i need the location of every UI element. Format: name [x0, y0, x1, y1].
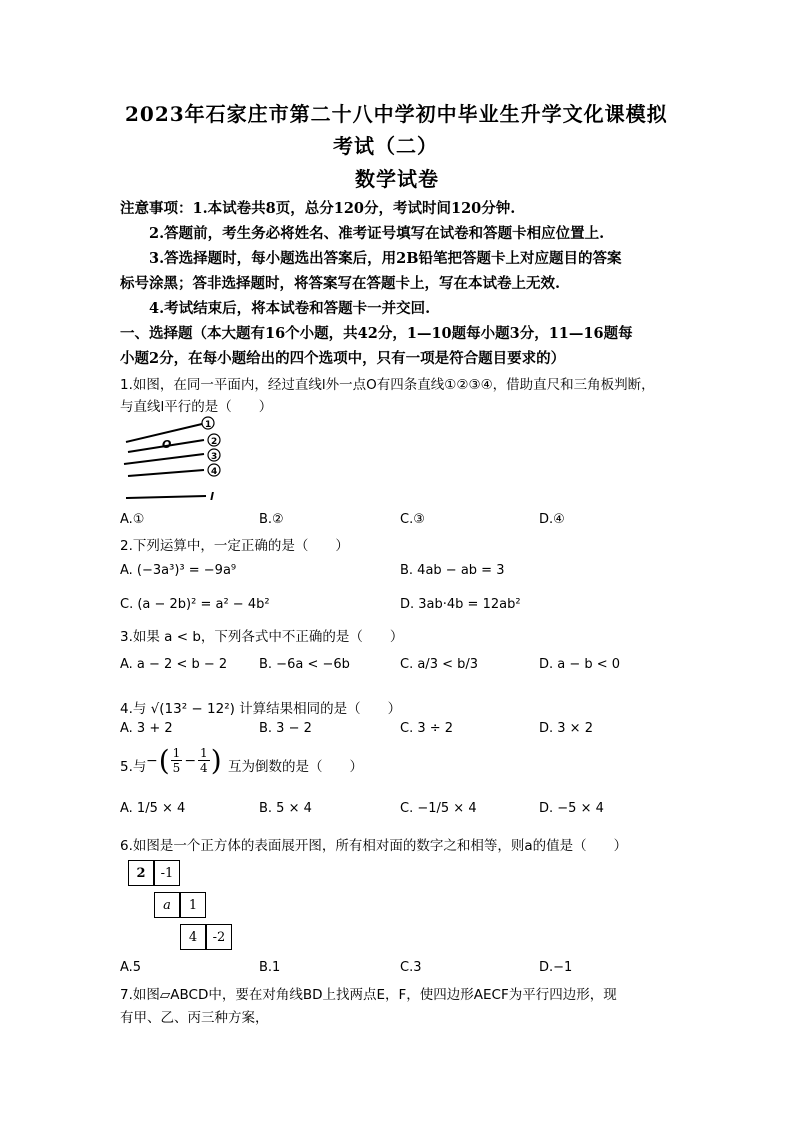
note-3b: 标号涂黑；答非选择题时，将答案写在答题卡上，写在本试卷上无效. — [120, 275, 561, 292]
cube-cell-2: 2 — [128, 860, 154, 886]
q2-option-a: A. (−3a³)³ = −9a⁹ — [120, 563, 237, 578]
line-4 — [128, 470, 204, 476]
q7-stem-line1: 7.如图▱ABCD中，要在对角线BD上找两点E，F，使四边形AECF为平行四边形，现 — [120, 987, 617, 1003]
q6-stem: 6.如图是一个正方体的表面展开图，所有相对面的数字之和相等，则a的值是（ ） — [120, 838, 628, 854]
q2-option-b: B. 4ab − ab = 3 — [400, 563, 505, 578]
q6-cube-net — [128, 860, 238, 952]
line-3 — [124, 454, 204, 464]
cube-cell-4: 4 — [180, 924, 206, 950]
cube-cell-neg2: -2 — [206, 924, 232, 950]
q5-right-paren: ) — [210, 744, 222, 777]
q1-option-c: C.③ — [400, 512, 425, 527]
cube-cell-1: 1 — [180, 892, 206, 918]
note-4: 4.考试结束后，将本试卷和答题卡一并交回. — [149, 300, 431, 317]
q3-option-b: B. −6a < −6b — [259, 657, 350, 672]
note-3a: 3.答选择题时，每小题选出答案后，用2B铅笔把答题卡上对应题目的答案 — [149, 250, 622, 267]
q1-lines-figure — [118, 412, 228, 507]
q5-minus-sign: − — [146, 752, 158, 769]
q6-option-a: A.5 — [120, 960, 142, 975]
q5-left-paren: ( — [158, 744, 170, 777]
line-2-label: 2 — [211, 437, 218, 447]
q5-option-d: D. −5 × 4 — [539, 801, 604, 816]
q1-stem-line2: 与直线l平行的是（ ） — [120, 399, 273, 415]
cube-cell-neg1: -1 — [154, 860, 180, 886]
q1-option-b: B.② — [259, 512, 284, 527]
q2-stem: 2.下列运算中，一定正确的是（ ） — [120, 538, 349, 554]
q2-option-c: C. (a − 2b)² = a² − 4b² — [120, 597, 270, 612]
q1-option-a: A.① — [120, 512, 145, 527]
section1-line1: 一、选择题（本大题有16个小题，共42分，1—10题每小题3分，11—16题每 — [120, 325, 633, 342]
q5-option-a: A. 1/5 × 4 — [120, 801, 186, 816]
q5-stem-prefix: 5.与 — [120, 759, 147, 775]
q5-fraction-1: 1 5 — [172, 746, 181, 775]
q3-stem: 3.如果 a < b，下列各式中不正确的是（ ） — [120, 629, 404, 645]
cube-cell-a: a — [154, 892, 180, 918]
q2-option-d: D. 3ab·4b = 12ab² — [400, 597, 521, 612]
q5-stem-suffix: 互为倒数的是（ ） — [228, 759, 363, 775]
line-l — [126, 496, 206, 498]
q3-option-a: A. a − 2 < b − 2 — [120, 657, 228, 672]
q5-option-c: C. −1/5 × 4 — [400, 801, 477, 816]
note-1: 注意事项：1.本试卷共8页，总分120分，考试时间120分钟. — [120, 200, 516, 217]
q4-option-b: B. 3 − 2 — [259, 721, 312, 736]
exam-title-line2: 考试（二） — [333, 134, 438, 158]
q4-option-d: D. 3 × 2 — [539, 721, 593, 736]
q4-stem: 4.与 √(13² − 12²) 计算结果相同的是（ ） — [120, 701, 402, 717]
q6-option-d: D.−1 — [539, 960, 573, 975]
line-3-label: 3 — [211, 452, 218, 462]
q4-option-c: C. 3 ÷ 2 — [400, 721, 454, 736]
line-l-label: l — [210, 490, 214, 503]
exam-subtitle: 数学试卷 — [355, 167, 439, 191]
q7-stem-line2: 有甲、乙、丙三种方案， — [120, 1010, 269, 1026]
exam-title-line1: 2023年石家庄市第二十八中学初中毕业生升学文化课模拟 — [125, 102, 668, 126]
q4-option-a: A. 3 + 2 — [120, 721, 173, 736]
q1-stem-line1: 1.如图，在同一平面内，经过直线l外一点O有四条直线①②③④，借助直尺和三角板判断， — [120, 377, 655, 393]
note-2: 2.答题前，考生务必将姓名、准考证号填写在试卷和答题卡相应位置上. — [149, 225, 605, 242]
section1-line2: 小题2分，在每小题给出的四个选项中，只有一项是符合题目要求的） — [120, 350, 566, 367]
q3-option-d: D. a − b < 0 — [539, 657, 621, 672]
q6-option-b: B.1 — [259, 960, 281, 975]
q1-option-d: D.④ — [539, 512, 565, 527]
line-4-label: 4 — [211, 467, 218, 477]
q6-option-c: C.3 — [400, 960, 422, 975]
point-o-label: O — [162, 438, 172, 451]
line-1-label: 1 — [205, 420, 212, 430]
q5-fraction-2: $\frac{1}{4}$ — [200, 746, 208, 775]
q3-option-c: C. a/3 < b/3 — [400, 657, 479, 672]
q5-expression: − ( 1 5 − $\frac{1}{4}$ ) — [146, 744, 222, 777]
q5-option-b: B. 5 × 4 — [259, 801, 312, 816]
